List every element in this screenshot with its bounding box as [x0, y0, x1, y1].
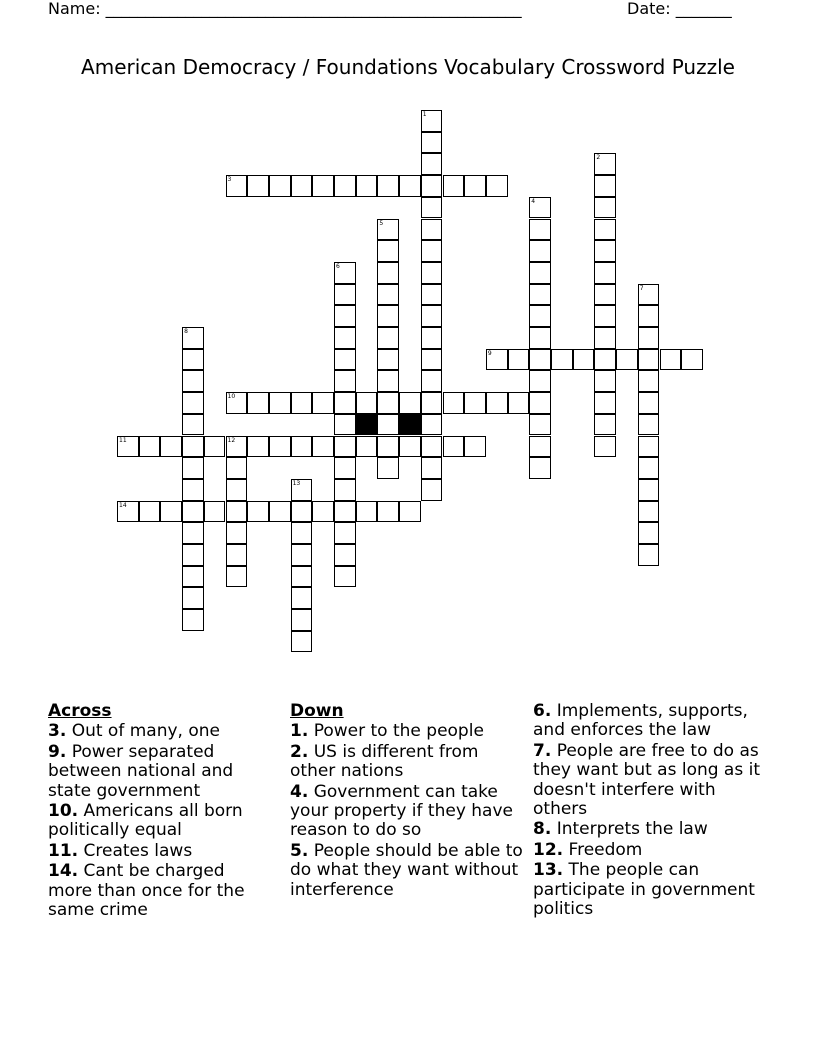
grid-cell[interactable]: [182, 349, 204, 371]
clue-across-3: 3. Out of many, one: [48, 721, 220, 742]
grid-cell[interactable]: [421, 262, 443, 284]
grid-cell[interactable]: [377, 284, 399, 306]
grid-cell[interactable]: [182, 414, 204, 436]
grid-cell[interactable]: [399, 436, 421, 458]
clue-number: 12: [227, 436, 236, 444]
grid-cell[interactable]: [291, 175, 313, 197]
clue-across-10: 10. Americans all born politically equal: [48, 801, 243, 841]
grid-cell[interactable]: [291, 544, 313, 566]
grid-cell[interactable]: [182, 522, 204, 544]
grid-cell[interactable]: [334, 566, 356, 588]
grid-cell[interactable]: [377, 219, 399, 241]
grid-cell[interactable]: [681, 349, 703, 371]
grid-cell[interactable]: [291, 631, 313, 653]
clue-down-8: 8. Interprets the law: [533, 819, 708, 840]
grid-cell[interactable]: [421, 370, 443, 392]
grid-cell[interactable]: [291, 587, 313, 609]
grid-cell[interactable]: [529, 284, 551, 306]
grid-cell[interactable]: [182, 587, 204, 609]
grid-cell[interactable]: [638, 501, 660, 523]
grid-cell[interactable]: [226, 522, 248, 544]
clue-across-14: 14. Cant be charged more than once for the same crime: [48, 861, 245, 921]
clue-number: 4: [531, 197, 536, 205]
grid-cell[interactable]: [529, 392, 551, 414]
grid-cell[interactable]: [529, 262, 551, 284]
grid-cell[interactable]: [638, 436, 660, 458]
grid-cell[interactable]: [486, 392, 508, 414]
grid-cell[interactable]: [486, 349, 508, 371]
grid-cell[interactable]: [421, 457, 443, 479]
grid-cell[interactable]: [334, 305, 356, 327]
grid-cell[interactable]: [529, 305, 551, 327]
grid-cell[interactable]: [399, 501, 421, 523]
grid-cell[interactable]: [356, 436, 378, 458]
grid-cell[interactable]: [508, 392, 530, 414]
grid-cell[interactable]: [377, 349, 399, 371]
grid-cell[interactable]: [594, 414, 616, 436]
across-heading: Across: [48, 701, 112, 721]
grid-cell[interactable]: [182, 566, 204, 588]
grid-cell[interactable]: [377, 262, 399, 284]
grid-cell[interactable]: [334, 544, 356, 566]
grid-cell[interactable]: [638, 522, 660, 544]
grid-cell[interactable]: [182, 479, 204, 501]
grid-cell[interactable]: [247, 501, 269, 523]
grid-cell[interactable]: [638, 370, 660, 392]
grid-cell[interactable]: [291, 479, 313, 501]
grid-cell[interactable]: [269, 175, 291, 197]
grid-cell[interactable]: [226, 479, 248, 501]
grid-cell[interactable]: [529, 219, 551, 241]
clue-number: 9: [487, 349, 492, 357]
clue-down-2: 2. US is different from other nations: [290, 741, 479, 782]
grid-cell[interactable]: [312, 501, 334, 523]
grid-cell[interactable]: [421, 197, 443, 219]
grid-cell[interactable]: [421, 327, 443, 349]
grid-cell[interactable]: [204, 436, 226, 458]
grid-cell[interactable]: [226, 392, 248, 414]
clue-number: 11: [119, 436, 127, 444]
grid-cell[interactable]: [421, 240, 443, 262]
grid-cell[interactable]: [529, 436, 551, 458]
grid-cell[interactable]: [291, 609, 313, 631]
grid-cell[interactable]: [421, 349, 443, 371]
grid-cell[interactable]: [334, 522, 356, 544]
page-title: American Democracy / Foundations Vocabulary Crossword Puzzle: [81, 55, 735, 79]
grid-cell[interactable]: [529, 370, 551, 392]
clue-down-13: 13. The people can participate in government politics: [533, 860, 755, 920]
grid-cell[interactable]: [421, 110, 443, 132]
clue-down-6: 6. Implements, supports, and enforces the law: [533, 701, 748, 741]
grid-cell[interactable]: [204, 501, 226, 523]
grid-cell[interactable]: [182, 501, 204, 523]
grid-cell[interactable]: [421, 479, 443, 501]
grid-cell[interactable]: [117, 436, 139, 458]
clue-number: 7: [639, 284, 644, 292]
grid-cell[interactable]: [334, 370, 356, 392]
grid-cell[interactable]: [334, 479, 356, 501]
grid-cell[interactable]: [486, 175, 508, 197]
grid-cell[interactable]: [594, 153, 616, 175]
grid-cell[interactable]: [182, 436, 204, 458]
down-clues-continued: [533, 702, 773, 920]
grid-cell[interactable]: [269, 392, 291, 414]
clue-number: 13: [292, 479, 301, 487]
clue-down-4: 4. Government can take your property if they have reason to do so: [290, 781, 513, 841]
grid-cell[interactable]: [464, 436, 486, 458]
name-field[interactable]: Name: ____________________________________________________: [48, 0, 522, 18]
grid-cell[interactable]: [312, 175, 334, 197]
clue-number: 10: [227, 393, 236, 401]
grid-cell[interactable]: [377, 457, 399, 479]
clue-number: 14: [119, 501, 127, 509]
grid-cell[interactable]: [464, 175, 486, 197]
grid-cell[interactable]: [226, 457, 248, 479]
grid-cell[interactable]: [247, 436, 269, 458]
grid-cell[interactable]: [334, 262, 356, 284]
clue-across-11: 11. Creates laws: [48, 840, 193, 861]
clue-down-7: 7. People are free to do as they want but as long as it doesn't interfere with others: [533, 740, 761, 820]
grid-cell[interactable]: [334, 284, 356, 306]
grid-cell[interactable]: [226, 544, 248, 566]
grid-cell[interactable]: [638, 392, 660, 414]
grid-cell[interactable]: [421, 175, 443, 197]
grid-cell[interactable]: [573, 349, 595, 371]
grid-cell[interactable]: [660, 349, 682, 371]
grid-cell[interactable]: [377, 240, 399, 262]
grid-cell[interactable]: [226, 436, 248, 458]
grid-cell[interactable]: [356, 501, 378, 523]
grid-cell[interactable]: [334, 457, 356, 479]
grid-cell[interactable]: [182, 392, 204, 414]
down-heading: Down: [290, 701, 344, 721]
grid-cell[interactable]: [594, 240, 616, 262]
clue-number: 2: [596, 154, 601, 162]
grid-cell[interactable]: [377, 392, 399, 414]
grid-cell[interactable]: [421, 132, 443, 154]
grid-cell[interactable]: [291, 501, 313, 523]
down-clues: [290, 702, 526, 901]
grid-cell[interactable]: [638, 414, 660, 436]
clue-down-1: 1. Power to the people: [290, 721, 484, 742]
grid-cell[interactable]: [529, 240, 551, 262]
grid-cell[interactable]: [247, 392, 269, 414]
grid-cell[interactable]: [594, 197, 616, 219]
grid-cell[interactable]: [356, 175, 378, 197]
grid-cell[interactable]: [421, 284, 443, 306]
grid-cell[interactable]: [421, 414, 443, 436]
grid-cell[interactable]: [334, 175, 356, 197]
grid-cell[interactable]: [334, 436, 356, 458]
clue-across-9: 9. Power separated between national and state government: [48, 741, 234, 801]
grid-cell[interactable]: [247, 175, 269, 197]
grid-cell[interactable]: [139, 501, 161, 523]
clue-number: 3: [227, 176, 232, 184]
grid-cell[interactable]: [226, 175, 248, 197]
grid-cell[interactable]: [226, 566, 248, 588]
grid-cell[interactable]: [160, 436, 182, 458]
grid-cell[interactable]: [594, 370, 616, 392]
grid-cell[interactable]: [334, 414, 356, 436]
grid-cell[interactable]: [443, 436, 465, 458]
grid-cell[interactable]: [399, 175, 421, 197]
grid-cell[interactable]: [594, 349, 616, 371]
grid-cell[interactable]: [421, 153, 443, 175]
grid-cell[interactable]: [377, 305, 399, 327]
grid-cell[interactable]: [312, 436, 334, 458]
grid-cell[interactable]: [594, 327, 616, 349]
grid-cell[interactable]: [638, 349, 660, 371]
clue-number: 1: [422, 111, 427, 118]
grid-cell[interactable]: [377, 436, 399, 458]
date-field[interactable]: Date: _______: [627, 0, 732, 18]
grid-cell[interactable]: [594, 436, 616, 458]
grid-cell[interactable]: [529, 457, 551, 479]
grid-cell[interactable]: [638, 457, 660, 479]
black-cell: [399, 414, 421, 436]
black-cell: [356, 414, 378, 436]
grid-cell[interactable]: [638, 327, 660, 349]
grid-cell[interactable]: [334, 392, 356, 414]
grid-cell[interactable]: [377, 501, 399, 523]
grid-cell[interactable]: [182, 544, 204, 566]
grid-cell[interactable]: [334, 349, 356, 371]
grid-cell[interactable]: [312, 392, 334, 414]
clue-down-12: 12. Freedom: [533, 839, 643, 860]
grid-cell[interactable]: [421, 392, 443, 414]
grid-cell[interactable]: [139, 436, 161, 458]
grid-cell[interactable]: [551, 349, 573, 371]
grid-cell[interactable]: [638, 305, 660, 327]
grid-cell[interactable]: [377, 327, 399, 349]
grid-cell[interactable]: [291, 392, 313, 414]
clue-number: 5: [379, 219, 384, 227]
grid-cell[interactable]: [377, 414, 399, 436]
grid-cell[interactable]: [334, 501, 356, 523]
grid-cell[interactable]: [377, 370, 399, 392]
grid-cell[interactable]: [594, 262, 616, 284]
grid-cell[interactable]: [356, 392, 378, 414]
grid-cell[interactable]: [182, 609, 204, 631]
clue-number: 8: [184, 328, 188, 335]
grid-cell[interactable]: [529, 327, 551, 349]
grid-cell[interactable]: [508, 349, 530, 371]
grid-cell[interactable]: [529, 414, 551, 436]
grid-cell[interactable]: [226, 501, 248, 523]
grid-cell[interactable]: [334, 327, 356, 349]
grid-cell[interactable]: [594, 305, 616, 327]
grid-cell[interactable]: [182, 370, 204, 392]
grid-cell[interactable]: [160, 501, 182, 523]
grid-cell[interactable]: [616, 349, 638, 371]
clue-down-5: 5. People should be able to do what they want without interference: [290, 840, 523, 900]
grid-cell[interactable]: [464, 392, 486, 414]
grid-cell[interactable]: [443, 175, 465, 197]
grid-cell[interactable]: [638, 544, 660, 566]
grid-cell[interactable]: [291, 522, 313, 544]
grid-cell[interactable]: [291, 566, 313, 588]
grid-cell[interactable]: [291, 436, 313, 458]
grid-cell[interactable]: [182, 457, 204, 479]
grid-cell[interactable]: [443, 392, 465, 414]
grid-cell[interactable]: [182, 327, 204, 349]
grid-cell[interactable]: [399, 392, 421, 414]
grid-cell[interactable]: [421, 305, 443, 327]
grid-cell[interactable]: [377, 175, 399, 197]
across-clues: [48, 702, 273, 921]
grid-cell[interactable]: [269, 436, 291, 458]
grid-cell[interactable]: [594, 175, 616, 197]
grid-cell[interactable]: [594, 392, 616, 414]
grid-cell[interactable]: [529, 197, 551, 219]
grid-cell[interactable]: [269, 501, 291, 523]
grid-cell[interactable]: [421, 436, 443, 458]
clue-number: 6: [336, 262, 340, 270]
grid-cell[interactable]: [421, 219, 443, 241]
grid-cell[interactable]: [529, 349, 551, 371]
grid-cell[interactable]: [594, 284, 616, 306]
grid-cell[interactable]: [638, 479, 660, 501]
grid-cell[interactable]: [594, 219, 616, 241]
grid-cell[interactable]: [117, 501, 139, 523]
grid-cell[interactable]: [638, 284, 660, 306]
